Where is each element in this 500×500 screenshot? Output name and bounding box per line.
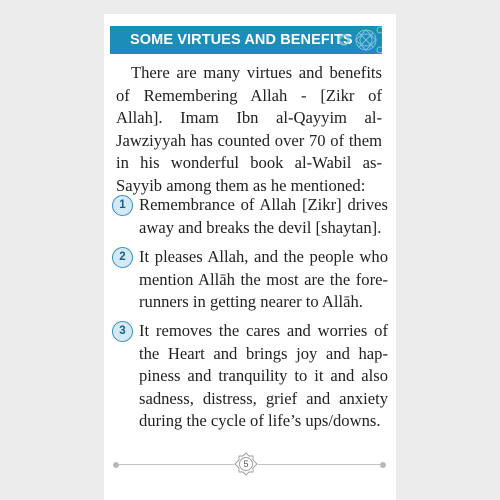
list-item [112, 320, 388, 433]
page-number: 5 [243, 459, 249, 469]
item-number-badge: 3 [112, 321, 133, 342]
item-number-badge: 2 [112, 247, 133, 268]
arabesque-ornament-icon [322, 26, 382, 54]
list-item [112, 194, 388, 239]
intro-paragraph: There are many virtues and benefits of Remembering Allah - [Zikr of Allah]. Imam Ibn al-Qayyim al-Jawziyyah has counted over 70 of them in his wonderful book al-Wabil as-Sayyib among them as he mentioned: [116, 63, 382, 195]
item-text: It removes the cares and worries of the Heart and brings joy and hap-piness and tranquility to it and also sadness, distress, grief and anxiety during the cycle of life’s ups/downs. [139, 321, 388, 430]
item-text: It pleases Allah, and the people who mention Allāh the most are the fore-runners in getting nearer to Allāh. [139, 247, 388, 311]
section-title: SOME VIRTUES AND BENEFITS [130, 32, 353, 48]
item-text: Remembrance of Allah [Zikr] drives away and breaks the devil [shaytan]. [139, 195, 388, 237]
footer-dot-left [113, 462, 119, 468]
footer-dot-right [380, 462, 386, 468]
section-header-banner [110, 26, 382, 54]
list-item [112, 246, 388, 314]
item-number-badge: 1 [112, 195, 133, 216]
